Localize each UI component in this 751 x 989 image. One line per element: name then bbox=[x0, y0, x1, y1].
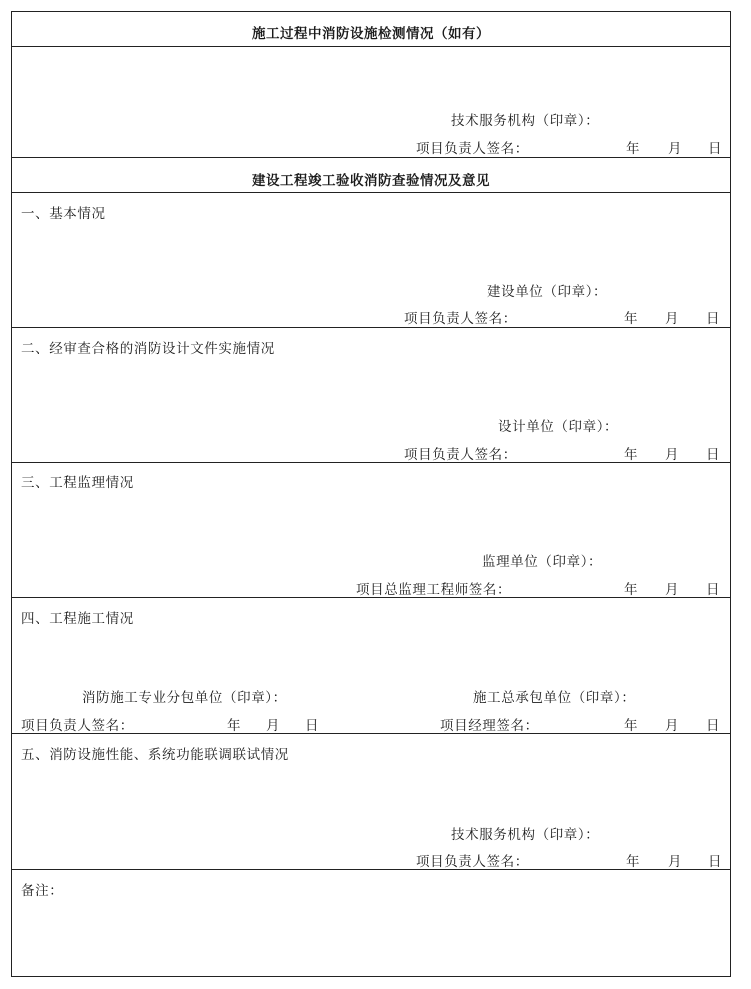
part5-heading: 五、消防设施性能、系统功能联调联试情况 bbox=[21, 747, 289, 763]
divider bbox=[12, 192, 730, 193]
divider bbox=[12, 327, 730, 328]
part2-month: 月 bbox=[665, 447, 680, 463]
part3-heading: 三、工程监理情况 bbox=[21, 475, 134, 491]
part4-left-sign-label: 项目负责人签名： bbox=[21, 718, 134, 734]
monitoring-year: 年 bbox=[626, 141, 641, 157]
part4-right-month: 月 bbox=[665, 718, 680, 734]
part2-day: 日 bbox=[706, 447, 721, 463]
divider bbox=[12, 462, 730, 463]
part2-year: 年 bbox=[624, 447, 639, 463]
part2-heading: 二、经审查合格的消防设计文件实施情况 bbox=[21, 341, 275, 357]
monitoring-org-stamp-label: 技术服务机构（印章）： bbox=[451, 113, 600, 129]
divider bbox=[12, 157, 730, 158]
monitoring-month: 月 bbox=[668, 141, 683, 157]
part2-sign-label: 项目负责人签名： bbox=[404, 447, 517, 463]
part1-month: 月 bbox=[665, 311, 680, 327]
part4-subcontractor-stamp-label: 消防施工专业分包单位（印章）： bbox=[82, 690, 287, 706]
part3-org-stamp-label: 监理单位（印章）： bbox=[482, 554, 603, 570]
part5-org-stamp-label: 技术服务机构（印章）： bbox=[451, 827, 600, 843]
part2-org-stamp-label: 设计单位（印章）： bbox=[498, 419, 619, 435]
part1-heading: 一、基本情况 bbox=[21, 206, 106, 222]
divider bbox=[12, 46, 730, 47]
part4-right-year: 年 bbox=[624, 718, 639, 734]
part1-day: 日 bbox=[706, 311, 721, 327]
part3-sign-label: 项目总监理工程师签名： bbox=[356, 582, 512, 598]
part3-year: 年 bbox=[624, 582, 639, 598]
part5-year: 年 bbox=[626, 854, 641, 870]
part1-org-stamp-label: 建设单位（印章）： bbox=[487, 284, 608, 300]
divider bbox=[12, 733, 730, 734]
divider bbox=[12, 597, 730, 598]
part4-left-day: 日 bbox=[305, 718, 320, 734]
part1-year: 年 bbox=[624, 311, 639, 327]
acceptance-form bbox=[11, 11, 731, 977]
part4-right-sign-label: 项目经理签名： bbox=[440, 718, 539, 734]
monitoring-section-title: 施工过程中消防设施检测情况（如有） bbox=[252, 26, 490, 42]
part3-month: 月 bbox=[665, 582, 680, 598]
part3-day: 日 bbox=[706, 582, 721, 598]
acceptance-section-title: 建设工程竣工验收消防查验情况及意见 bbox=[252, 173, 490, 189]
monitoring-day: 日 bbox=[708, 141, 723, 157]
part4-left-month: 月 bbox=[266, 718, 281, 734]
part5-month: 月 bbox=[668, 854, 683, 870]
divider bbox=[12, 869, 730, 870]
monitoring-sign-label: 项目负责人签名： bbox=[416, 141, 529, 157]
part4-left-year: 年 bbox=[227, 718, 242, 734]
part5-sign-label: 项目负责人签名： bbox=[416, 854, 529, 870]
remarks-label: 备注： bbox=[21, 883, 64, 899]
part5-day: 日 bbox=[708, 854, 723, 870]
part4-heading: 四、工程施工情况 bbox=[21, 611, 134, 627]
part4-general-contractor-stamp-label: 施工总承包单位（印章）： bbox=[473, 690, 636, 706]
part1-sign-label: 项目负责人签名： bbox=[404, 311, 517, 327]
part4-right-day: 日 bbox=[706, 718, 721, 734]
